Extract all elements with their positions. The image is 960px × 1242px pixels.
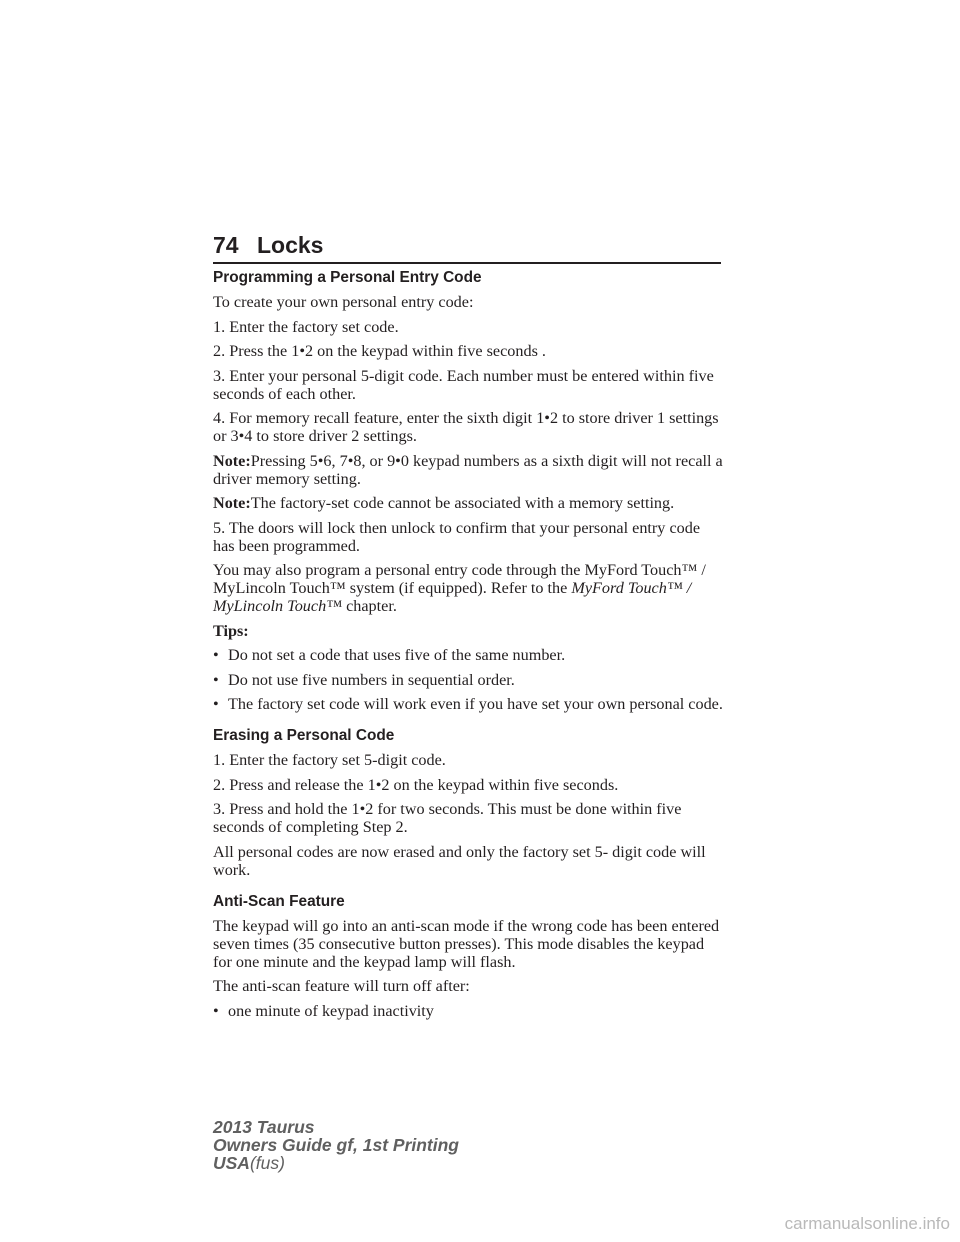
erasing-step-3: 3. Press and hold the 1•2 for two seconds. This must be done within five seconds of completing Step 2. bbox=[213, 800, 682, 836]
page-footer bbox=[213, 1118, 613, 1172]
page-header bbox=[213, 228, 721, 264]
programming-step-1: 1. Enter the factory set code. bbox=[213, 317, 399, 336]
bullet-icon: • bbox=[213, 646, 219, 664]
tip-item bbox=[213, 671, 725, 689]
note-1-label: Note: bbox=[213, 451, 251, 470]
page-content bbox=[213, 268, 725, 1026]
tip-text: The factory set code will work even if you have set your own personal code. bbox=[228, 695, 723, 713]
heading-antiscan: Anti-Scan Feature bbox=[213, 892, 345, 910]
bullet-icon: • bbox=[213, 695, 219, 713]
programming-step-2: 2. Press the 1•2 on the keypad within five seconds . bbox=[213, 342, 546, 360]
myford-post: chapter. bbox=[342, 597, 397, 615]
heading-programming: Programming a Personal Entry Code bbox=[213, 269, 482, 286]
footer-line-3 bbox=[213, 1154, 613, 1172]
note-2 bbox=[213, 494, 725, 512]
myford-chapter-ref: MyFord Touch™ / MyLincoln Touch™ bbox=[213, 579, 692, 615]
footer-region-code: (fus) bbox=[249, 1153, 285, 1173]
note-2-text: The factory-set code cannot be associated with a memory setting. bbox=[250, 494, 675, 512]
erasing-result: All personal codes are now erased and only the factory set 5- digit code will work. bbox=[213, 842, 706, 879]
bullet-icon: • bbox=[213, 1001, 219, 1020]
antiscan-item bbox=[213, 1002, 725, 1020]
antiscan-paragraph-1: The keypad will go into an anti-scan mode if the wrong code has been entered seven times (35 consecutive button presses). This mode disables the keypad for one minute and the keypad lamp will flash. bbox=[213, 916, 720, 971]
programming-step-4: 4. For memory recall feature, enter the sixth digit 1•2 to store driver 1 settings or 3•4 to store driver 2 settings. bbox=[213, 409, 719, 445]
programming-intro: To create your own personal entry code: bbox=[213, 293, 474, 311]
heading-erasing: Erasing a Personal Code bbox=[213, 727, 395, 744]
bullet-icon: • bbox=[213, 670, 219, 689]
note-2-label: Note: bbox=[213, 494, 251, 512]
programming-step-3: 3. Enter your personal 5-digit code. Each number must be entered within five seconds of each other. bbox=[213, 366, 714, 403]
tip-item bbox=[213, 646, 725, 664]
watermark: carmanualsonline.info bbox=[784, 1214, 950, 1233]
section-title: Locks bbox=[257, 232, 324, 258]
erasing-step-1: 1. Enter the factory set 5-digit code. bbox=[213, 751, 446, 769]
erasing-step-2: 2. Press and release the 1•2 on the keypad within five seconds. bbox=[213, 775, 619, 794]
page-number: 74 bbox=[213, 232, 239, 258]
tip-item bbox=[213, 695, 725, 713]
note-1 bbox=[213, 452, 725, 488]
antiscan-item-text: one minute of keypad inactivity bbox=[228, 1001, 434, 1020]
myford-pre: You may also program a personal entry code through the MyFord Touch™ / MyLincoln Touch™ system (if equipped). Refer to the bbox=[213, 561, 706, 597]
tips-label: Tips: bbox=[213, 621, 249, 640]
note-1-text: Pressing 5•6, 7•8, or 9•0 keypad numbers as a sixth digit will not recall a driver memory setting. bbox=[213, 451, 723, 488]
myford-paragraph bbox=[213, 561, 725, 615]
footer-line-1: 2013 Taurus bbox=[213, 1117, 315, 1137]
footer-region: USA bbox=[213, 1153, 250, 1173]
footer-line-2: Owners Guide gf, 1st Printing bbox=[213, 1135, 459, 1155]
programming-step-5: 5. The doors will lock then unlock to confirm that your personal entry code has been programmed. bbox=[213, 518, 701, 555]
tip-text: Do not set a code that uses five of the same number. bbox=[228, 646, 566, 664]
tip-text: Do not use five numbers in sequential order. bbox=[228, 670, 515, 689]
antiscan-paragraph-2: The anti-scan feature will turn off after: bbox=[213, 977, 470, 995]
